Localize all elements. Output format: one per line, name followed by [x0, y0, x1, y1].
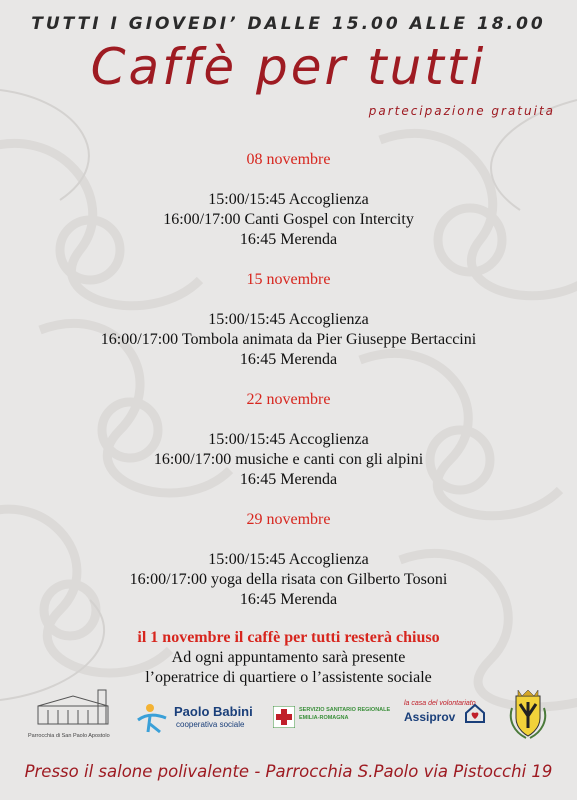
page-title: Caffè per tutti: [90, 38, 487, 96]
event-date: 22 novembre: [246, 391, 331, 408]
person-icon: [136, 702, 170, 736]
event-date: 08 novembre: [246, 151, 331, 168]
event-line: 16:45 Merenda: [239, 591, 338, 608]
event-line: 16:00/17:00 Tombola animata da Pier Giuseppe Bertaccini: [100, 331, 477, 348]
schedule-headline: TUTTI I GIOVEDI’ DALLE 15.00 ALLE 18.00: [31, 14, 546, 34]
event-line: 16:45 Merenda: [239, 471, 338, 488]
babini-subtitle: cooperativa sociale: [176, 720, 245, 729]
ssr-line2: EMILIA-ROMAGNA: [299, 715, 349, 721]
assiprov-tagline: la casa del volontariato: [404, 700, 476, 707]
house-heart-icon: [464, 702, 486, 724]
babini-name: Paolo Babini: [174, 704, 253, 719]
event-schedule: [0, 190, 577, 250]
event-line: 15:00/15:45 Accoglienza: [208, 551, 369, 568]
event-line: 16:00/17:00 musiche e canti con gli alpini: [153, 451, 424, 468]
notice-line: l’operatrice di quartiere o l’assistente sociale: [145, 669, 432, 686]
crest-icon: [508, 688, 548, 740]
sponsor-logos: [0, 688, 577, 748]
event-line: 16:00/17:00 yoga della risata con Gilberto Tosoni: [129, 571, 448, 588]
ssr-logo: [273, 706, 391, 736]
ssr-line1: SERVIZIO SANITARIO REGIONALE: [299, 707, 391, 713]
babini-logo: [136, 702, 261, 738]
event-line: 16:45 Merenda: [239, 231, 338, 248]
event-schedule: [0, 310, 577, 370]
assiprov-name: Assiprov: [404, 710, 456, 724]
church-icon: [28, 688, 128, 728]
parish-logo: [28, 688, 128, 740]
subtitle: partecipazione gratuita: [368, 104, 555, 118]
closure-notice: il 1 novembre il caffè per tutti resterà chiuso: [137, 629, 440, 646]
program-list: [0, 150, 577, 688]
event-schedule: [0, 430, 577, 490]
parish-name: Parrocchia di San Paolo Apostolo: [28, 733, 110, 739]
coat-of-arms: [508, 688, 548, 740]
footer-location: Presso il salone polivalente - Parrocchia S.Paolo via Pistocchi 19: [24, 762, 553, 781]
event-date: 29 novembre: [246, 511, 331, 528]
event-line: 15:00/15:45 Accoglienza: [208, 311, 369, 328]
event-line: 16:00/17:00 Canti Gospel con Intercity: [163, 211, 414, 228]
event-schedule: [0, 550, 577, 610]
assiprov-logo: [404, 700, 494, 736]
event-date: 15 novembre: [246, 271, 331, 288]
notice-line: Ad ogni appuntamento sarà presente: [171, 649, 406, 666]
cross-icon: [273, 706, 295, 728]
event-line: 16:45 Merenda: [239, 351, 338, 368]
event-line: 15:00/15:45 Accoglienza: [208, 431, 369, 448]
event-line: 15:00/15:45 Accoglienza: [208, 191, 369, 208]
